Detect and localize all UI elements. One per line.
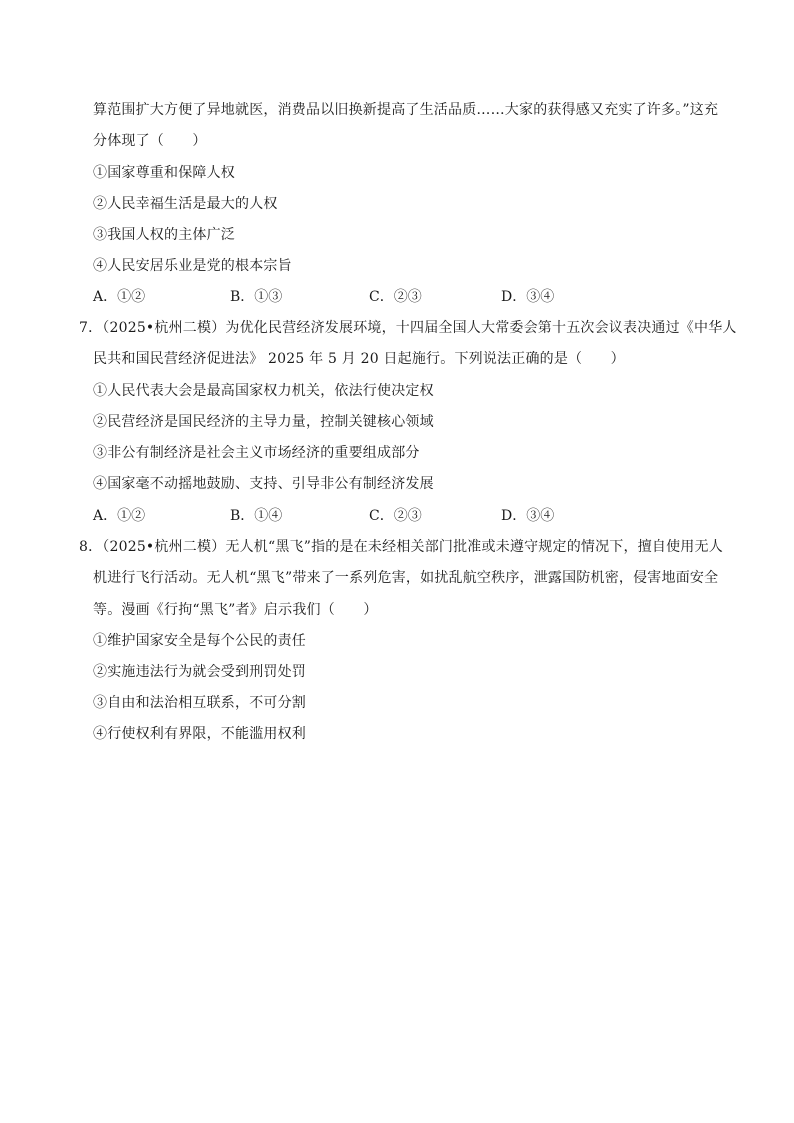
q6-option-b[interactable]: B．①③: [230, 289, 283, 305]
q8-stem-line-2: 机进行飞行活动。无人机“黑飞”带来了一系列危害，如扰乱航空秩序，泄露国防机密，侵害地面安全: [93, 570, 719, 586]
q8-statement-3: ③自由和法治相互联系，不可分割: [93, 695, 306, 711]
q6-stem-line-2: 分体现了（ ）: [93, 133, 207, 149]
q8-statement-1: ①维护国家安全是每个公民的责任: [93, 633, 306, 649]
q7-option-d[interactable]: D．③④: [501, 508, 555, 524]
q7-stem-line-1: 7．（2025•杭州二模）为优化民营经济发展环境，十四届全国人大常委会第十五次会议表决通过《中华人: [79, 320, 737, 336]
q7-option-a[interactable]: A．①②: [93, 508, 146, 524]
q6-option-a[interactable]: A．①②: [93, 289, 146, 305]
q7-statement-1: ①人民代表大会是最高国家权力机关，依法行使决定权: [93, 383, 434, 399]
q7-option-c[interactable]: C．②③: [369, 508, 422, 524]
q8-statement-4: ④行使权利有界限，不能滥用权利: [93, 726, 306, 742]
q7-option-b[interactable]: B．①④: [230, 508, 283, 524]
q6-statement-3: ③我国人权的主体广泛: [93, 227, 235, 243]
q8-stem-line-1: 8．（2025•杭州二模）无人机“黑飞”指的是在未经相关部门批准或未遵守规定的情况下，擅自使用无人: [79, 539, 723, 555]
q8-stem-line-3: 等。漫画《行拘“黑飞”者》启示我们（ ）: [93, 602, 378, 618]
q6-option-c[interactable]: C．②③: [369, 289, 422, 305]
q7-statement-4: ④国家毫不动摇地鼓励、支持、引导非公有制经济发展: [93, 476, 434, 492]
q6-option-d[interactable]: D．③④: [501, 289, 555, 305]
q6-statement-2: ②人民幸福生活是最大的人权: [93, 196, 278, 212]
q6-statement-1: ①国家尊重和保障人权: [93, 165, 235, 181]
q8-statement-2: ②实施违法行为就会受到刑罚处罚: [93, 664, 306, 680]
q7-options: [93, 506, 653, 526]
q7-stem-line-2: 民共和国民营经济促进法》 2025 年 5 月 20 日起施行。下列说法正确的是（ ）: [93, 351, 625, 367]
q6-statement-4: ④人民安居乐业是党的根本宗旨: [93, 258, 292, 274]
q6-stem-line-1: 算范围扩大方便了异地就医，消费品以旧换新提高了生活品质……大家的获得感又充实了许多。”这充: [93, 102, 719, 118]
q6-options: [93, 287, 653, 307]
q7-statement-2: ②民营经济是国民经济的主导力量，控制关键核心领域: [93, 414, 434, 430]
q7-statement-3: ③非公有制经济是社会主义市场经济的重要组成部分: [93, 445, 420, 461]
